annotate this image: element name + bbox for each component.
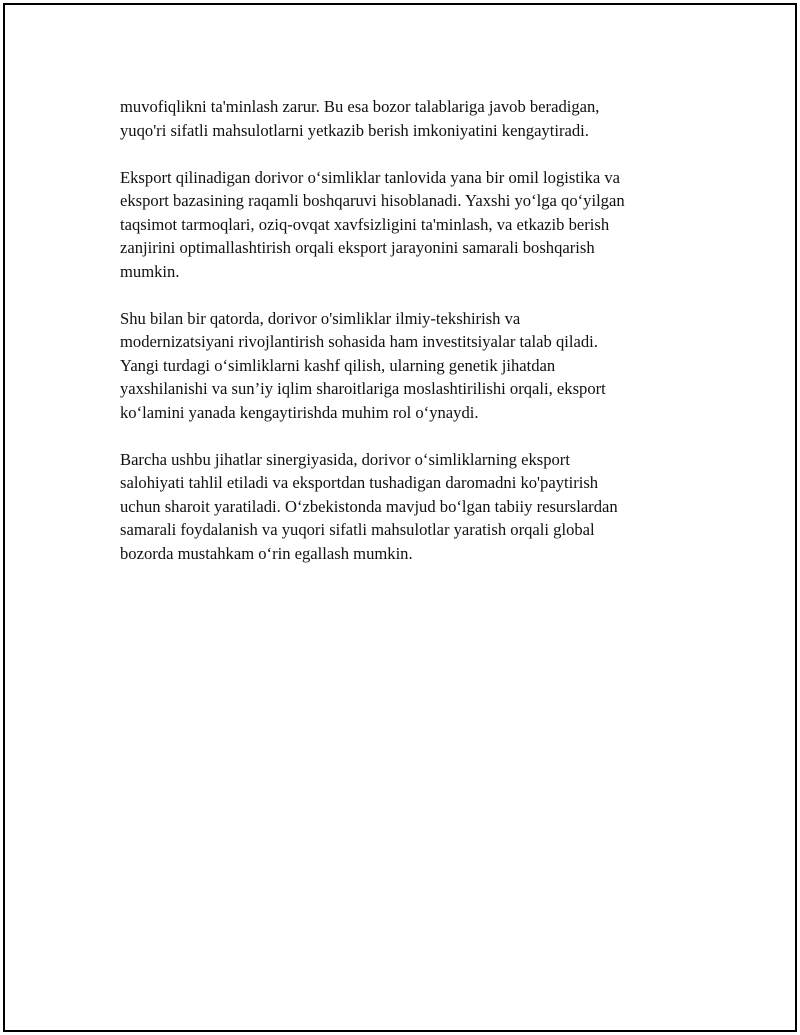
text-line: Barcha ushbu jihatlar sinergiyasida, dorivor oʻsimliklarning eksport: [120, 449, 570, 469]
text-line: yuqo'ri sifatli mahsulotlarni yetkazib berish imkoniyatini kengaytiradi.: [120, 120, 589, 140]
text-line: koʻlamini yanada kengaytirishda muhim rol oʻynaydi.: [120, 402, 479, 422]
text-line: uchun sharoit yaratiladi. Oʻzbekistonda mavjud boʻlgan tabiiy resurslardan: [120, 496, 618, 516]
text-line: bozorda mustahkam oʻrin egallash mumkin.: [120, 543, 413, 563]
text-line: taqsimot tarmoqlari, oziq-ovqat xavfsizligini ta'minlash, va etkazib berish: [120, 214, 610, 234]
text-line: mumkin.: [120, 261, 180, 281]
text-line: zanjirini optimallashtirish orqali eksport jarayonini samarali boshqarish: [120, 238, 595, 257]
document-body: [120, 95, 700, 589]
text-line: Shu bilan bir qatorda, dorivor o'simliklar ilmiy-tekshirish va: [120, 308, 521, 328]
text-line: modernizatsiyani rivojlantirish sohasida ham investitsiyalar talab qiladi.: [120, 332, 598, 351]
paragraph-3: [120, 307, 700, 425]
text-line: Yangi turdagi oʻsimliklarni kashf qilish, ularning genetik jihatdan: [120, 355, 556, 375]
text-line: yaxshilanishi va sun’iy iqlim sharoitlariga moslashtirilishi orqali, eksport: [120, 379, 606, 398]
paragraph-1: [120, 95, 700, 142]
paragraph-2: [120, 166, 700, 284]
text-line: muvofiqlikni ta'minlash zarur. Bu esa bozor talablariga javob beradigan,: [120, 97, 600, 116]
text-line: eksport bazasining raqamli boshqaruvi hisoblanadi. Yaxshi yoʻlga qoʻyilgan: [120, 191, 625, 210]
text-line: salohiyati tahlil etiladi va eksportdan tushadigan daromadni ko'paytirish: [120, 473, 599, 492]
paragraph-4: [120, 448, 700, 566]
text-line: Eksport qilinadigan dorivor oʻsimliklar tanlovida yana bir omil logistika va: [120, 167, 621, 187]
text-line: samarali foydalanish va yuqori sifatli mahsulotlar yaratish orqali global: [120, 520, 595, 539]
document-page: [3, 3, 797, 1032]
